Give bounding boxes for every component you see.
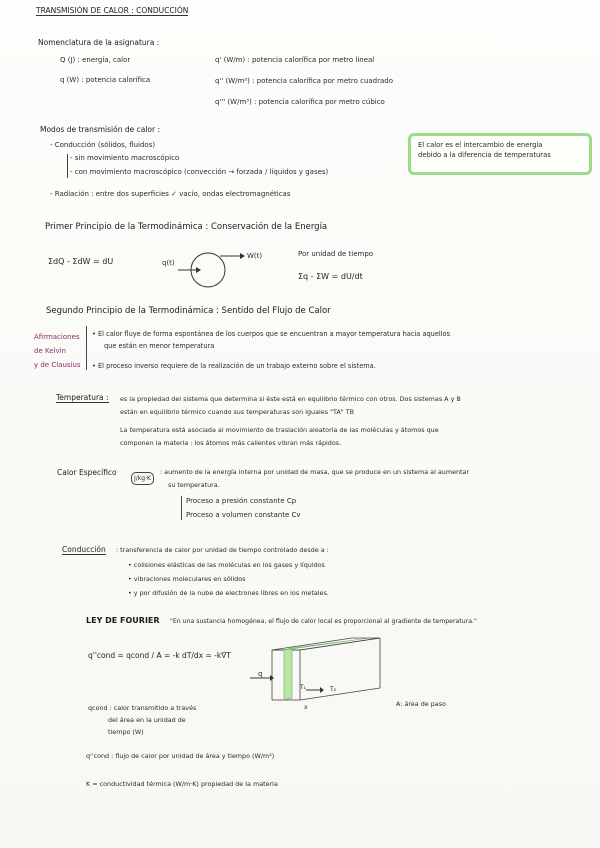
temperature-line-1: es la propiedad del sistema que determina si éste está en equilibrio térmico con otros. Dos sistemas A y B bbox=[120, 395, 461, 403]
second-law-heading: Segundo Principio de la Termodinámica : Sentido del Flujo de Calor bbox=[46, 306, 331, 316]
first-law-eq-right: Σq - ΣW = dU/dt bbox=[298, 272, 363, 281]
note-box bbox=[408, 133, 592, 175]
second-law-line-3: • El proceso inverso requiere de la realización de un trabajo externo sobre el sistema. bbox=[92, 362, 376, 370]
fourier-def-3: tiempo (W) bbox=[108, 728, 144, 736]
fourier-def-5: K = conductividad térmica (W/m·K) propiedad de la materia bbox=[86, 780, 278, 788]
page-title: TRANSMISIÓN DE CALOR : CONDUCCIÓN bbox=[36, 6, 189, 15]
modes-item-without-motion: - sin movimiento macroscópico bbox=[70, 154, 180, 162]
fourier-label: LEY DE FOURIER bbox=[86, 616, 160, 625]
slab-t1-label: T₁ bbox=[300, 684, 307, 691]
temperature-line-4: componen la materia : los átomos más calientes vibran más rápidos. bbox=[120, 439, 342, 447]
modes-heading: Modos de transmisión de calor : bbox=[40, 125, 160, 134]
modes-item-with-motion: - con movimiento macroscópico (convección → forzada / líquidos y gases) bbox=[70, 168, 329, 176]
note-line-2: debido a la diferencia de temperaturas bbox=[418, 151, 551, 159]
conduction-line-1: : transferencia de calor por unidad de tiempo controlado desde a : bbox=[116, 546, 329, 554]
fourier-def-4: q''cond : flujo de calor por unidad de área y tiempo (W/m²) bbox=[86, 752, 275, 760]
slab-diagram bbox=[262, 638, 392, 718]
nomenclature-right-1: q' (W/m) : potencia calorífica por metro lineal bbox=[215, 56, 375, 64]
second-law-side-label-1: Afirmaciones bbox=[34, 333, 80, 341]
slab-x-label: x bbox=[304, 704, 308, 711]
nomenclature-left-1: Q (J) : energía, calor bbox=[60, 56, 131, 64]
nomenclature-heading: Nomenclatura de la asignatura : bbox=[38, 38, 160, 47]
specific-heat-label: Calor Específico bbox=[57, 468, 117, 477]
temperature-label: Temperatura : bbox=[56, 393, 109, 402]
second-law-side-label-2: de Kelvin bbox=[34, 347, 66, 355]
system-q-label: q(t) bbox=[162, 259, 175, 267]
second-law-side-label-3: y de Clausius bbox=[34, 361, 81, 369]
specific-heat-units: J/kg·K bbox=[131, 472, 154, 485]
fourier-quote: "En una sustancia homogénea, el flujo de calor local es proporcional al gradiente de temperatura." bbox=[170, 618, 477, 625]
note-line-1: El calor es el intercambio de energía bbox=[418, 141, 543, 149]
system-w-label: W(t) bbox=[247, 252, 263, 260]
modes-item-radiation: - Radiación : entre dos superficies ✓ vacío, ondas electromagnéticas bbox=[50, 190, 291, 198]
second-law-brace bbox=[86, 326, 87, 370]
specific-heat-line-2: su temperatura. bbox=[168, 481, 220, 489]
conduction-line-3: • vibraciones moleculares en sólidos bbox=[128, 575, 246, 583]
specific-heat-line-1: : aumento de la energía interna por unidad de masa, que se produce en un sistema al aumentar bbox=[160, 468, 470, 476]
specific-heat-sub-1: Proceso a presión constante Cp bbox=[186, 497, 297, 505]
system-diagram bbox=[170, 250, 250, 290]
per-time-label: Por unidad de tiempo bbox=[298, 250, 374, 258]
specific-heat-sub-2: Proceso a volumen constante Cv bbox=[186, 511, 301, 519]
second-law-line-1: • El calor fluye de forma espontánea de los cuerpos que se encuentran a mayor temperatura hacia aquellos bbox=[92, 330, 451, 338]
conduction-label: Conducción bbox=[62, 545, 106, 554]
specific-heat-brace bbox=[181, 496, 182, 520]
nomenclature-left-2: q (W) : potencia calorífica bbox=[60, 76, 151, 84]
second-law-line-2: que están en menor temperatura bbox=[104, 342, 215, 350]
fourier-def-1: qcond : calor transmitido a través bbox=[88, 704, 197, 712]
first-law-eq-left: ΣdQ - ΣdW = dU bbox=[48, 257, 114, 266]
conduction-line-2: • colisiones elásticas de las moléculas en los gases y líquidos bbox=[128, 561, 325, 569]
nomenclature-right-2: q'' (W/m²) : potencia calorífica por metro cuadrado bbox=[215, 77, 394, 85]
nomenclature-right-3: q''' (W/m³) : potencia calorífica por metro cúbico bbox=[215, 98, 385, 106]
modes-item-conduction: - Conducción (sólidos, fluidos) bbox=[50, 141, 156, 149]
slab-q-label: q bbox=[258, 670, 263, 678]
temperature-line-3: La temperatura está asociada al movimiento de traslación aleatoria de las moléculas y átomos que bbox=[120, 426, 439, 434]
modes-brace bbox=[67, 154, 68, 178]
fourier-equation: q''cond = qcond / A = -k dT/dx = -k∇T bbox=[88, 651, 231, 660]
area-label: A: área de paso bbox=[396, 700, 446, 708]
slab-t2-label: T₂ bbox=[330, 686, 337, 693]
conduction-line-4: • y por difusión de la nube de electrones libres en los metales. bbox=[128, 589, 329, 597]
fourier-def-2: del área en la unidad de bbox=[108, 716, 186, 724]
temperature-line-2: están en equilibrio térmico cuando sus temperaturas son iguales "TA" TB bbox=[120, 408, 355, 416]
first-law-heading: Primer Principio de la Termodinámica : Conservación de la Energía bbox=[45, 222, 328, 232]
